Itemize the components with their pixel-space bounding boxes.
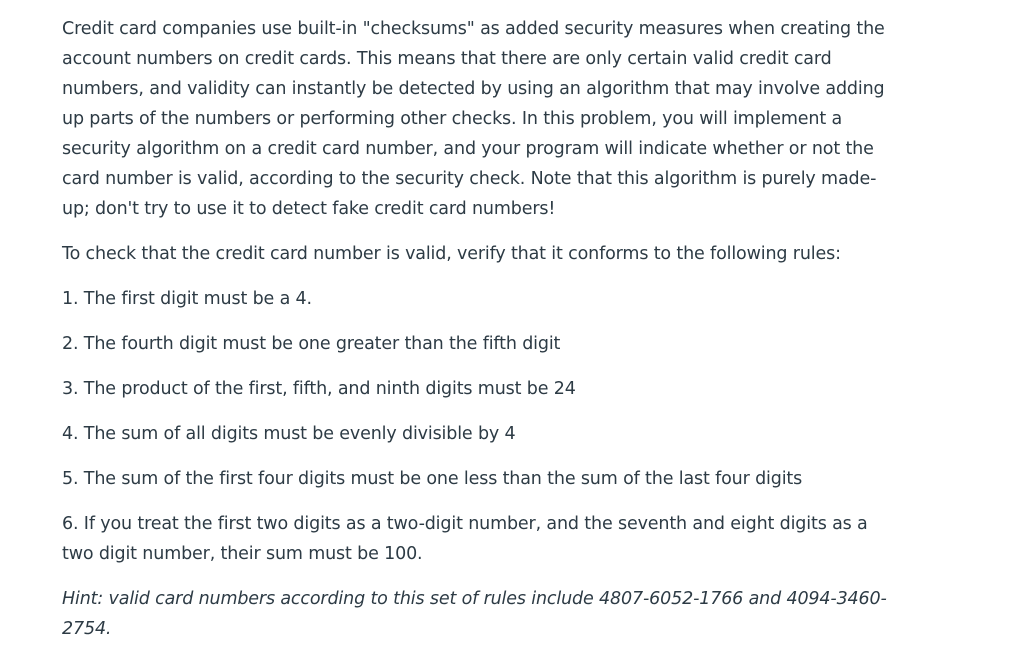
rule-item: 5. The sum of the first four digits must be one less than the sum of the last four digits xyxy=(62,469,803,489)
rule-item: 3. The product of the first, fifth, and ninth digits must be 24 xyxy=(62,379,576,399)
rule-item: 6. If you treat the first two digits as a two-digit number, and the seventh and eight digits as a two digit number, their sum must be 100. xyxy=(62,514,868,564)
hint-paragraph: Hint: valid card numbers according to this set of rules include 4807-6052-1766 and 4094-3460-2754. xyxy=(62,589,887,639)
rule-item: 2. The fourth digit must be one greater than the fifth digit xyxy=(62,334,561,354)
rule-item: 1. The first digit must be a 4. xyxy=(62,289,312,309)
rules-list xyxy=(62,284,892,569)
intro-paragraph: Credit card companies use built-in "checksums" as added security measures when creating the account numbers on credit cards. This means that there are only certain valid credit card numbers, and validity can instantly be detected by using an algorithm that may involve adding up parts of the numbers or performing other checks. In this problem, you will implement a security algorithm on a credit card number, and your program will indicate whether or not the card number is valid, according to the security check. Note that this algorithm is purely made-up; don't try to use it to detect fake credit card numbers! xyxy=(62,19,885,219)
rules-lead-paragraph: To check that the credit card number is valid, verify that it conforms to the following rules: xyxy=(62,244,841,264)
rule-item: 4. The sum of all digits must be evenly divisible by 4 xyxy=(62,424,516,444)
problem-description xyxy=(62,14,892,644)
